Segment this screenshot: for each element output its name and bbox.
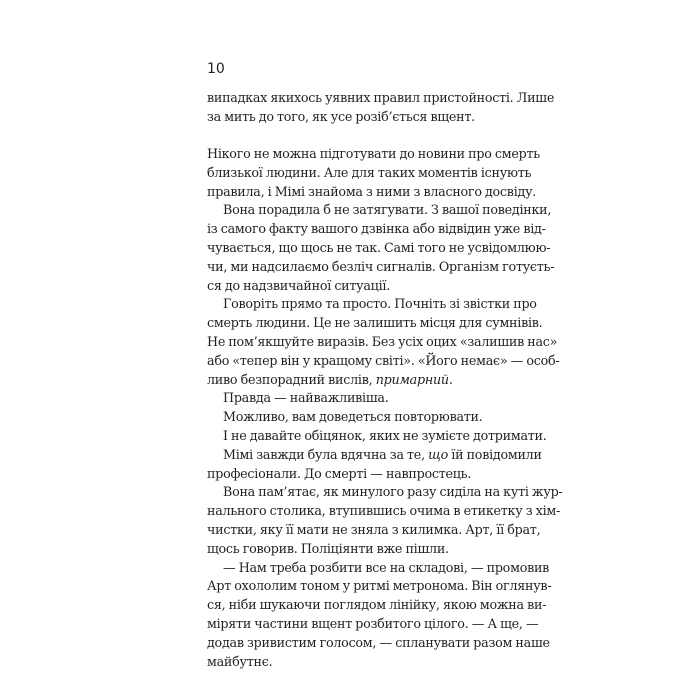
- text-line: Не пом’якшуйте виразів. Без усіх оцих «залишив нас»: [207, 333, 558, 349]
- text-fragment: .: [448, 371, 453, 387]
- text-line: [207, 371, 488, 390]
- text-line: щось говорив. Поліціянти вже пішли.: [207, 540, 449, 556]
- text-line: ся до надзвичайної ситуації.: [207, 277, 390, 293]
- page-number: 10: [207, 61, 225, 77]
- text-line: міряти частини вщент розбитого цілого. — А ще, —: [207, 615, 539, 631]
- text-line: майбутнє.: [207, 653, 273, 669]
- text-line: чувається, що щось не так. Самі того не усвідомлюю-: [207, 239, 551, 255]
- text-line: [207, 446, 542, 465]
- italic-word: що: [428, 446, 448, 462]
- text-line: Правда — найважливіша.: [223, 390, 389, 406]
- text-line: І не давайте обіцянок, яких не зумієте дотримати.: [223, 427, 547, 443]
- text-line: чистки, яку її мати не зняла з килимка. Арт, її брат,: [207, 521, 541, 537]
- text-line: професіонали. До смерті — навпростець.: [207, 465, 472, 481]
- text-line: — Нам треба розбити все на складові, — промовив: [223, 559, 550, 575]
- text-line: Можливо, вам доведеться повторювати.: [223, 409, 483, 425]
- text-line: Вона порадила б не затягувати. З вашої поведінки,: [223, 202, 552, 218]
- main-text: [207, 145, 563, 671]
- text-line: додав зривистим голосом, — спланувати разом наше: [207, 634, 550, 650]
- text-line: Говоріть прямо та просто. Почніть зі звістки про: [223, 296, 537, 312]
- text-line: ся, ніби шукаючи поглядом лінійку, якою можна ви-: [207, 597, 547, 613]
- text-line: Арт охололим тоном у ритмі метронома. Він оглянув-: [207, 578, 552, 594]
- text-line: Вона пам’ятає, як минулого разу сиділа на куті жур-: [223, 484, 563, 500]
- text-line: за мить до того, як усе розіб’ється вщент.: [207, 108, 475, 124]
- text-line: із самого факту вашого дзвінка або відвідин уже від-: [207, 221, 546, 237]
- text-line: або «тепер він у кращому світі». «Його немає» — особ-: [207, 352, 560, 368]
- text-fragment: ливо безпорадний вислів,: [207, 371, 373, 387]
- text-line: Нікого не можна підготувати до новини про смерть: [207, 146, 540, 161]
- text-line: чи, ми надсилаємо безліч сигналів. Організм готуєть-: [207, 258, 555, 274]
- text-fragment: Мімі завжди була вдячна за те,: [223, 446, 425, 462]
- text-line: смерть людини. Це не залишить місця для сумнівів.: [207, 315, 543, 331]
- text-fragment: їй повідомили: [451, 446, 542, 462]
- text-line: близької людини. Але для таких моментів існують: [207, 164, 532, 180]
- text-line: випадках якихось уявних правил пристойності. Лише: [207, 90, 555, 105]
- italic-word: примарний: [375, 371, 449, 387]
- paragraph-continuation: [207, 89, 555, 127]
- text-line: нального столика, втупившись очима в етикетку з хім-: [207, 503, 561, 519]
- text-line: правила, і Мімі знайома з ними з власного досвіду.: [207, 183, 537, 199]
